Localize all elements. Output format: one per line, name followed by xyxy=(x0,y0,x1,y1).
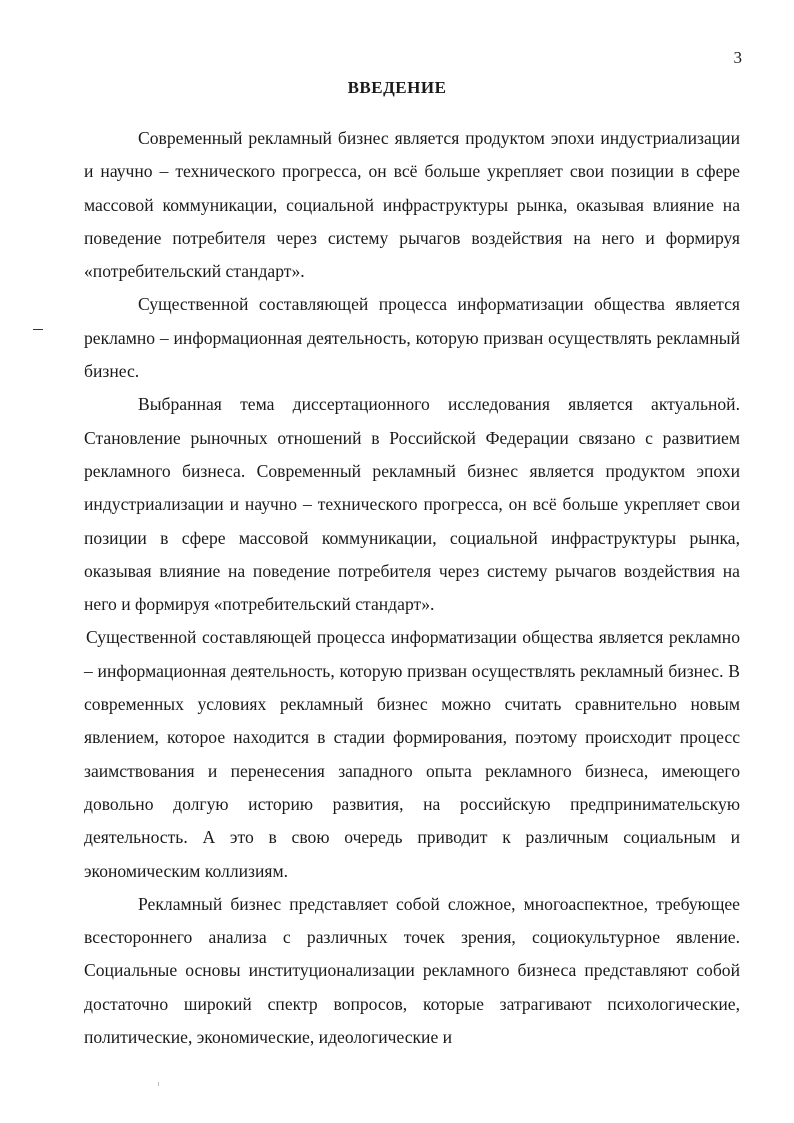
paragraph-5: Рекламный бизнес представляет собой сложное, многоаспектное, требующее всестороннего анализа с различных точек зрения, социокультурное явление. Социальные основы институционализации рекламного бизнеса представляют собой достаточно широкий спектр вопросов, которые затрагивают психологические, политические, экономические, идеологические и xyxy=(84,893,740,1048)
margin-dash-mark xyxy=(33,329,43,330)
paragraph-2: Существенной составляющей процесса информатизации общества является рекламно – информационная деятельность, которую призван осуществлять рекламный бизнес. xyxy=(84,294,740,382)
paragraph-4: Существенной составляющей процесса информатизации общества является рекламно – информационная деятельность, которую призван осуществлять рекламный бизнес. В современных условиях рекламный бизнес можно считать сравнительно новым явлением, которое находится в стадии формирования, поэтому происходит процесс заимствования и перенесения западного опыта рекламного бизнеса, имеющего довольно долгую историю развития, на российскую предпринимательскую деятельность. А это в свою очередь приводит к различным социальным и экономическим коллизиям. xyxy=(84,627,740,881)
body-text xyxy=(84,122,740,1054)
scan-speck xyxy=(158,1082,159,1086)
paragraph-1: Современный рекламный бизнес является продуктом эпохи индустриализации и научно – технического прогресса, он всё больше укрепляет свои позиции в сфере массовой коммуникации, социальной инфраструктуры рынка, оказывая влияние на поведение потребителя через систему рычагов воздействия на него и формируя «потребительский стандарт». xyxy=(84,128,740,282)
page-title: ВВЕДЕНИЕ xyxy=(347,78,447,97)
page-number: 3 xyxy=(733,48,742,67)
paragraph-3: Выбранная тема диссертационного исследования является актуальной. Становление рыночных отношений в Российской Федерации связано с развитием рекламного бизнеса. Современный рекламный бизнес является продуктом эпохи индустриализации и научно – технического прогресса, он всё больше укрепляет свои позиции в сфере массовой коммуникации, социальной инфраструктуры рынка, оказывая влияние на поведение потребителя через систему рычагов воздействия на него и формируя «потребительский стандарт». xyxy=(84,394,740,615)
